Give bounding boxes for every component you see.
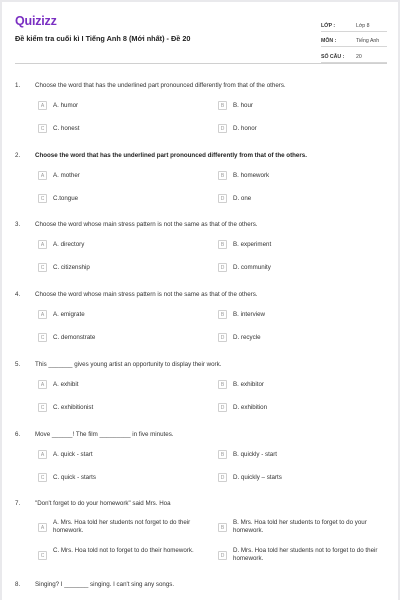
option-letter-box: A <box>38 310 47 319</box>
option-letter-box: D <box>218 551 227 560</box>
option-letter-box: D <box>218 473 227 482</box>
option-b[interactable] <box>218 450 277 459</box>
option-text: A. mother <box>53 172 80 179</box>
option-c[interactable] <box>38 547 199 560</box>
question-text: Singing? I _______ singing. I can't sing any songs. <box>35 581 175 588</box>
option-d[interactable] <box>218 403 267 412</box>
option-d[interactable] <box>218 473 282 482</box>
option-letter-box: D <box>218 124 227 133</box>
option-letter-box: B <box>218 240 227 249</box>
meta-value: Tiếng Anh <box>356 38 380 44</box>
option-text: B. Mrs. Hoa told her students to forget to do your homework. <box>233 519 367 534</box>
question-text: Choose the word whose main stress pattern is not the same as that of the others. <box>35 291 258 298</box>
option-d[interactable] <box>218 333 261 342</box>
option-d[interactable] <box>218 124 257 133</box>
option-text: D. community <box>233 264 271 271</box>
question-number: 7. <box>15 500 21 507</box>
meta-value: 20 <box>356 53 362 60</box>
question-text: Choose the word that has the underlined part pronounced differently from that of the others. <box>35 152 307 159</box>
option-letter-box: B <box>218 310 227 319</box>
option-letter-box: C <box>38 551 47 560</box>
worksheet-meta <box>321 16 387 63</box>
option-letter-box: C <box>38 333 47 342</box>
question-number: 5. <box>15 361 21 368</box>
option-c[interactable] <box>38 124 79 133</box>
question-number: 3. <box>15 221 21 228</box>
option-letter-box: A <box>38 450 47 459</box>
option-letter-box: D <box>218 194 227 203</box>
option-letter-box: A <box>38 171 47 180</box>
option-letter-box: B <box>218 380 227 389</box>
option-text: C. demonstrate <box>53 334 96 341</box>
meta-count-row <box>321 47 387 63</box>
option-b[interactable] <box>218 101 253 110</box>
option-letter-box: A <box>38 240 47 249</box>
option-letter-box: D <box>218 403 227 412</box>
option-letter-box: D <box>218 333 227 342</box>
option-text: B. interview <box>233 311 265 318</box>
option-letter-box: B <box>218 450 227 459</box>
option-text: D. quickly – starts <box>233 474 282 481</box>
option-text: B. experiment <box>233 241 272 248</box>
question-text: Move ______! The film _________ in five minutes. <box>35 431 174 438</box>
option-text: B. homework <box>233 172 270 179</box>
option-c[interactable] <box>38 333 95 342</box>
option-b[interactable] <box>218 519 379 534</box>
option-a[interactable] <box>38 380 78 389</box>
option-a[interactable] <box>38 101 78 110</box>
question-number: 2. <box>15 152 21 159</box>
option-text: C. exhibitionist <box>53 404 94 411</box>
option-letter-box: C <box>38 403 47 412</box>
option-text: D. honor <box>233 125 257 132</box>
option-letter-box: D <box>218 263 227 272</box>
option-letter-box: A <box>38 101 47 110</box>
option-text: D. recycle <box>233 334 261 341</box>
option-text: D. Mrs. Hoa told her students not to forget to do their homework. <box>233 547 378 562</box>
option-text: C. honest <box>53 125 80 132</box>
option-text: D. one <box>233 195 252 202</box>
option-text: B. hour <box>233 102 253 109</box>
quizizz-logo: Quizizz <box>15 14 57 28</box>
option-letter-box: B <box>218 171 227 180</box>
meta-label: LỚP : <box>321 22 336 29</box>
option-text: B. quickly - start <box>233 451 278 458</box>
option-d[interactable] <box>218 194 251 203</box>
question-text: "Don't forget to do your homework" said Mrs. Hoa <box>35 500 171 507</box>
option-text: A. emigrate <box>53 311 85 318</box>
option-text: A. exhibit <box>53 381 79 388</box>
option-letter-box: B <box>218 523 227 532</box>
option-letter-box: C <box>38 194 47 203</box>
meta-class-row <box>321 16 387 32</box>
option-d[interactable] <box>218 263 271 272</box>
option-text: A. quick - start <box>53 451 93 458</box>
question-number: 8. <box>15 581 21 588</box>
option-letter-box: C <box>38 263 47 272</box>
worksheet-page <box>2 2 398 600</box>
option-text: D. exhibition <box>233 404 268 411</box>
option-text: C.tongue <box>53 195 79 202</box>
meta-label: MÔN : <box>321 38 337 44</box>
meta-subject-row <box>321 32 387 48</box>
option-text: C. citizenship <box>53 264 90 271</box>
option-c[interactable] <box>38 194 78 203</box>
option-b[interactable] <box>218 310 265 319</box>
option-letter-box: A <box>38 380 47 389</box>
option-text: B. exhibitor <box>233 381 264 388</box>
option-b[interactable] <box>218 240 271 249</box>
option-d[interactable] <box>218 547 379 562</box>
option-text: A. directory <box>53 241 85 248</box>
option-letter-box: C <box>38 473 47 482</box>
question-text: Choose the word whose main stress pattern is not the same as that of the others. <box>35 221 258 228</box>
option-c[interactable] <box>38 263 90 272</box>
meta-value: Lớp 8 <box>356 22 370 29</box>
option-letter-box: B <box>218 101 227 110</box>
question-number: 4. <box>15 291 21 298</box>
question-number: 1. <box>15 82 21 89</box>
option-letter-box: A <box>38 523 47 532</box>
option-c[interactable] <box>38 403 93 412</box>
option-letter-box: C <box>38 124 47 133</box>
option-c[interactable] <box>38 473 96 482</box>
question-text: Choose the word that has the underlined part pronounced differently from that of the others. <box>35 82 286 89</box>
option-text: A. humor <box>53 102 79 109</box>
option-a[interactable] <box>38 519 199 534</box>
option-b[interactable] <box>218 171 269 180</box>
option-b[interactable] <box>218 380 264 389</box>
option-a[interactable] <box>38 450 93 459</box>
worksheet-title: Đề kiểm tra cuối kì I Tiếng Anh 8 (Mới nhất) - Đề 20 <box>15 34 191 43</box>
option-a[interactable] <box>38 240 84 249</box>
option-a[interactable] <box>38 310 85 319</box>
option-text: A. Mrs. Hoa told her students not forget to do their homework. <box>53 519 191 534</box>
option-a[interactable] <box>38 171 80 180</box>
option-text: C. quick - starts <box>53 474 96 481</box>
header-divider <box>15 63 387 64</box>
question-text: This _______ gives young artist an opportunity to display their work. <box>35 361 222 368</box>
option-text: C. Mrs. Hoa told not to forget to do their homework. <box>53 547 194 554</box>
question-number: 6. <box>15 431 21 438</box>
meta-label: SỐ CÂU : <box>321 53 345 60</box>
